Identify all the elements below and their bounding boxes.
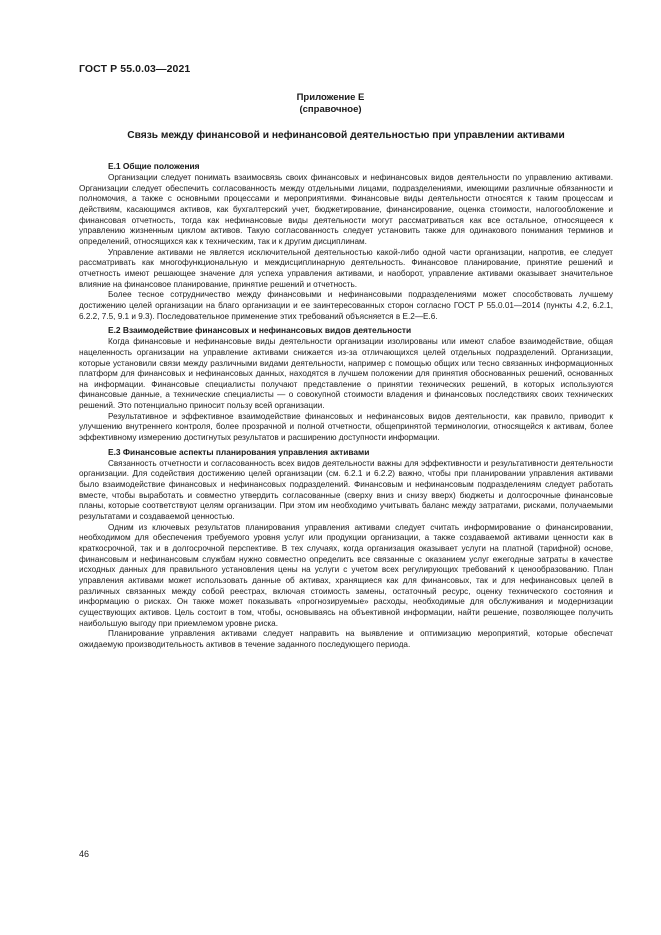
paragraph: Планирование управления активами следует направить на выявление и оптимизацию мероприятий, которые обеспечат ожидаемую производительность активов в течение заданного последующего периода. bbox=[79, 629, 613, 649]
paragraph: Управление активами не является исключительной деятельностью какой-либо одной части организации, напротив, ее следует рассматривать как многофункциональную и междисциплинарную деятельность. Финансовое планирование, принятие решений и отчетность имеют решающее значение для успеха управления активами, и наоборот, управление активами оказывает значительное влияние на финансовое планирование, принятие решений и отчетность. bbox=[79, 247, 613, 289]
paragraph: Когда финансовые и нефинансовые виды деятельности организации изолированы или имеют слабое взаимодействие, общая нацеленность организации на управление активами снижается из-за отличающихся целей отдельных подразделений. Организации, которые установили связи между различными видами деятельности, например с помощью общих или тесно связанных информационных платформ для финансовых и нефинансовых данных, находятся в лучшем положении для принятия обоснованных решений, основанных на информации. Финансовые специалисты получают представление о принятии технических решений, в которых используются финансовые данные, а технические специалисты — о совокупной стоимости владения и финансовых последствиях своих технических решений. Это потенциально приносит пользу всей организации. bbox=[79, 337, 613, 411]
appendix-subtitle: (справочное) bbox=[299, 104, 362, 115]
appendix-title: Приложение Е bbox=[296, 92, 365, 103]
section-heading: Е.2 Взаимодействие финансовых и нефинансовых видов деятельности bbox=[108, 325, 412, 336]
section-e3 bbox=[79, 447, 613, 651]
appendix-heading: Связь между финансовой и нефинансовой деятельностью при управлении активами bbox=[127, 130, 565, 141]
standard-code-header: ГОСТ Р 55.0.03—2021 bbox=[79, 63, 191, 75]
document-body bbox=[79, 158, 613, 651]
section-e1 bbox=[79, 161, 613, 322]
paragraph: Организации следует понимать взаимосвязь своих финансовых и нефинансовых видов деятельности по управлению активами. Организации следует обеспечить согласованность между отдельными лицами, подразделениями, имеющими различные обязанности и полномочия, а также с основными процессами и мероприятиями. Финансовые виды деятельности относятся к таким процессам и действиям, касающимся активов, как бухгалтерский учет, бюджетирование, финансирование, оценка стоимости, налогообложение и финансовая отчетность, тогда как нефинансовые виды деятельности могут рассматриваться как все остальное, относящееся к управлению жизненным циклом активов. Такую согласованность следует установить также для одинакового понимания терминов и определений, относящихся как к техническим, так и к другим дисциплинам. bbox=[79, 173, 613, 246]
paragraph: Связанность отчетности и согласованность всех видов деятельности важны для эффективности и результативности деятельности организации. Для содействия достижению целей организации (см. 6.2.1 и 6.2.2) важно, чтобы при планировании управления активами было взаимодействие финансовых и нефинансовых подразделений. Финансовым и нефинансовым подразделениям следует работать вместе, чтобы выработать и совместно утвердить согласованные (сверху вниз и снизу вверх) бюджеты и долгосрочные финансовые планы, которые соответствуют целям организации. При этом им необходимо учитывать баланс между затратами, рисками, получаемыми результатами и создаваемой ценностью. bbox=[79, 458, 613, 522]
section-heading: Е.3 Финансовые аспекты планирования управления активами bbox=[108, 446, 370, 457]
page-number: 46 bbox=[79, 849, 90, 859]
section-heading: Е.1 Общие положения bbox=[108, 161, 200, 171]
paragraph: Результативное и эффективное взаимодействие финансовых и нефинансовых видов деятельности, как правило, приводит к улучшению внутреннего контроля, более прозрачной и полной отчетности, общепринятой терминологии, относящейся к активам, более эффективному измерению достигнутых результатов и расширению доступности информации. bbox=[79, 411, 613, 443]
paragraph: Более тесное сотрудничество между финансовыми и нефинансовыми подразделениями может способствовать лучшему достижению целей организации на благо организации и ее заинтересованных сторон согласно ГОСТ Р 55.0.01—2014 (пункты 4.2, 6.2.1, 6.2.2, 7.5, 9.1 и 9.3). Последовательное применение этих требований объясняется в Е.2—Е.6. bbox=[79, 290, 613, 321]
section-e2 bbox=[79, 325, 613, 444]
paragraph: Одним из ключевых результатов планирования управления активами следует считать информирование о финансировании, необходимом для обеспечения требуемого уровня услуг или продукции организации, а также создаваемой активами ценности как в краткосрочной, так и в долгосрочной перспективе. В тех случаях, когда организация оказывает услуги на платной (тарифной) основе, финансовым и нефинансовым службам нужно совместно определить все связанные с оказанием услуг ежегодные затраты в качестве исходных данных для правильного установления цены на услуги с учетом всех регулирующих требований к ценообразованию. План управления активами может использовать данные об активах, хранящиеся как для финансовых, так и для нефинансовых целей в различных связанных между собой реестрах, включая стоимость замены, остаточный ресурс, оценку технического состояния и информацию о рисках. Он также может показывать «прогнозируемые» расходы, необходимые для обслуживания и модернизации существующих активов. Цель состоит в том, чтобы, основываясь на объективной информации, найти решение, позволяющее получить наибольшую выгоду при приемлемом уровне риска. bbox=[79, 522, 613, 628]
